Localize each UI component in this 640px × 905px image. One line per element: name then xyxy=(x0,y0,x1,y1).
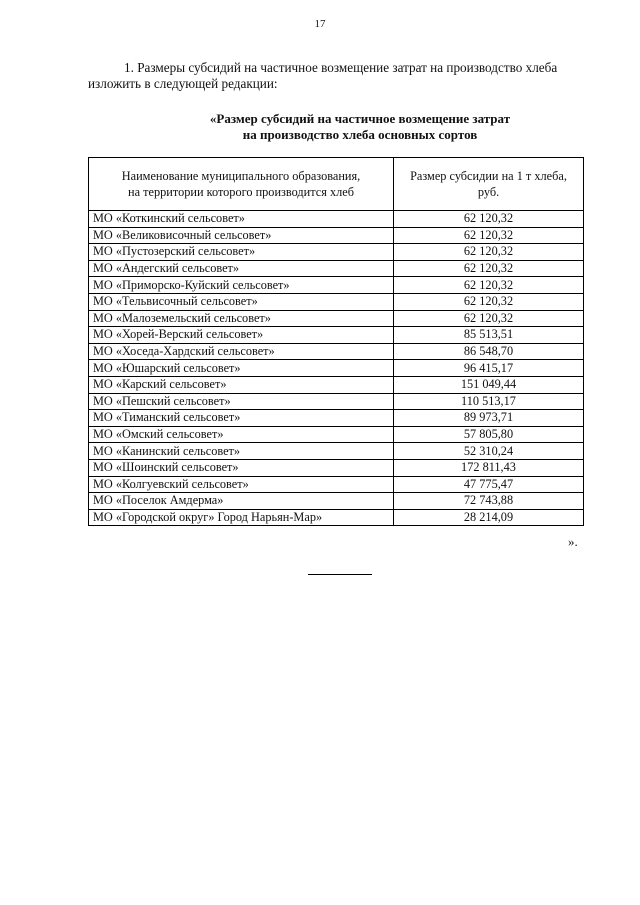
table-row xyxy=(89,443,584,460)
table-row xyxy=(89,327,584,344)
municipality-name-cell: МО «Канинский сельсовет» xyxy=(89,443,394,460)
intro-line-1: 1. Размеры субсидий на частичное возмещение затрат на производство хлеба xyxy=(124,60,558,75)
municipality-name-cell: МО «Великовисочный сельсовет» xyxy=(89,227,394,244)
table-header-row xyxy=(89,158,584,211)
table-row xyxy=(89,509,584,526)
page-number: 17 xyxy=(314,18,326,30)
header-municipality xyxy=(89,158,394,211)
municipality-name-cell: МО «Тельвисочный сельсовет» xyxy=(89,293,394,310)
header-municipality-line-2: на территории которого производится хлеб xyxy=(128,185,354,199)
subsidy-amount-cell: 47 775,47 xyxy=(394,476,584,493)
table-row xyxy=(89,227,584,244)
subsidy-amount-cell: 62 120,32 xyxy=(394,310,584,327)
header-subsidy-line-1: Размер субсидии на 1 т хлеба, xyxy=(410,169,567,183)
municipality-name-cell: МО «Пешский сельсовет» xyxy=(89,393,394,410)
municipality-name-cell: МО «Андегский сельсовет» xyxy=(89,260,394,277)
header-subsidy-amount xyxy=(394,158,584,211)
table-row xyxy=(89,260,584,277)
municipality-name-cell: МО «Колгуевский сельсовет» xyxy=(89,476,394,493)
municipality-name-cell: МО «Тиманский сельсовет» xyxy=(89,410,394,427)
subsidy-amount-cell: 62 120,32 xyxy=(394,260,584,277)
subsidy-amount-cell: 110 513,17 xyxy=(394,393,584,410)
intro-line-2: изложить в следующей редакции: xyxy=(88,76,278,91)
municipality-name-cell: МО «Поселок Амдерма» xyxy=(89,493,394,510)
municipality-name-cell: МО «Хоседа-Хардский сельсовет» xyxy=(89,343,394,360)
table-row xyxy=(89,410,584,427)
subsidy-amount-cell: 62 120,32 xyxy=(394,293,584,310)
subsidy-amount-cell: 62 120,32 xyxy=(394,211,584,228)
subsidy-amount-cell: 151 049,44 xyxy=(394,376,584,393)
table-heading xyxy=(160,111,560,143)
table-row xyxy=(89,343,584,360)
subsidy-table xyxy=(88,157,584,526)
subsidy-amount-cell: 62 120,32 xyxy=(394,227,584,244)
municipality-name-cell: МО «Пустозерский сельсовет» xyxy=(89,244,394,261)
subsidy-amount-cell: 52 310,24 xyxy=(394,443,584,460)
header-municipality-line-1: Наименование муниципального образования, xyxy=(121,169,361,183)
table-heading-line-1: «Размер субсидий на частичное возмещение затрат xyxy=(209,111,511,126)
table-row xyxy=(89,393,584,410)
municipality-name-cell: МО «Хорей-Верский сельсовет» xyxy=(89,327,394,344)
table-row xyxy=(89,244,584,261)
table-row xyxy=(89,376,584,393)
municipality-name-cell: МО «Омский сельсовет» xyxy=(89,426,394,443)
end-rule xyxy=(308,574,372,575)
table-row xyxy=(89,426,584,443)
header-subsidy-line-2: руб. xyxy=(477,185,500,199)
table-row xyxy=(89,211,584,228)
subsidy-amount-cell: 172 811,43 xyxy=(394,459,584,476)
municipality-name-cell: МО «Карский сельсовет» xyxy=(89,376,394,393)
table-row xyxy=(89,476,584,493)
municipality-name-cell: МО «Юшарский сельсовет» xyxy=(89,360,394,377)
municipality-name-cell: МО «Коткинский сельсовет» xyxy=(89,211,394,228)
intro-paragraph xyxy=(88,60,588,92)
subsidy-amount-cell: 72 743,88 xyxy=(394,493,584,510)
table-row xyxy=(89,277,584,294)
table-row xyxy=(89,310,584,327)
municipality-name-cell: МО «Малоземельский сельсовет» xyxy=(89,310,394,327)
closing-quote: ». xyxy=(568,534,578,549)
subsidy-amount-cell: 85 513,51 xyxy=(394,327,584,344)
subsidy-amount-cell: 62 120,32 xyxy=(394,244,584,261)
table-heading-line-2: на производство хлеба основных сортов xyxy=(242,127,478,142)
subsidy-amount-cell: 57 805,80 xyxy=(394,426,584,443)
municipality-name-cell: МО «Городской округ» Город Нарьян-Мар» xyxy=(89,509,394,526)
subsidy-amount-cell: 96 415,17 xyxy=(394,360,584,377)
table-row xyxy=(89,459,584,476)
table-row xyxy=(89,360,584,377)
subsidy-amount-cell: 62 120,32 xyxy=(394,277,584,294)
table-row xyxy=(89,493,584,510)
table-body xyxy=(89,211,584,526)
subsidy-amount-cell: 86 548,70 xyxy=(394,343,584,360)
subsidy-amount-cell: 89 973,71 xyxy=(394,410,584,427)
table-row xyxy=(89,293,584,310)
municipality-name-cell: МО «Шоинский сельсовет» xyxy=(89,459,394,476)
subsidy-amount-cell: 28 214,09 xyxy=(394,509,584,526)
municipality-name-cell: МО «Приморско-Куйский сельсовет» xyxy=(89,277,394,294)
